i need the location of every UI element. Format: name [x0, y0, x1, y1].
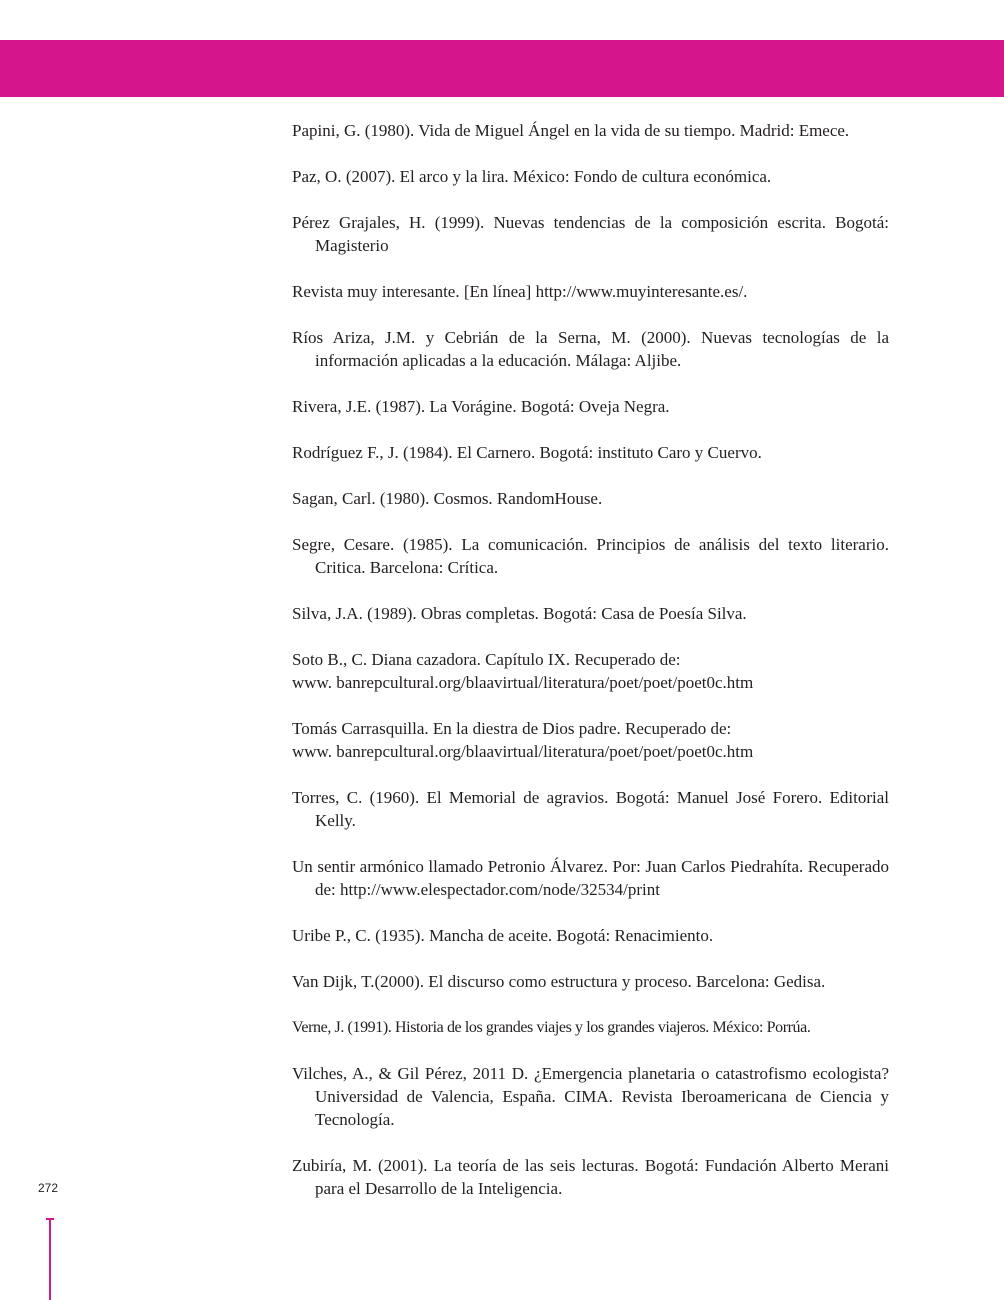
- reference-url: www. banrepcultural.org/blaavirtual/literatura/poet/poet/poet0c.htm: [292, 742, 754, 761]
- page-number: 272: [38, 1181, 59, 1195]
- reference-item: Segre, Cesare. (1985). La comunicación. Principios de análisis del texto literario. Critica. Barcelona: Crítica.: [292, 535, 889, 577]
- reference-item: Ríos Ariza, J.M. y Cebrián de la Serna, M. (2000). Nuevas tecnologías de la información aplicadas a la educación. Málaga: Aljibe.: [292, 328, 889, 370]
- reference-item: Verne, J. (1991). Historia de los grandes viajes y los grandes viajeros. México: Porrúa.: [292, 1019, 811, 1036]
- reference-item: Papini, G. (1980). Vida de Miguel Ángel en la vida de su tiempo. Madrid: Emece.: [292, 121, 850, 140]
- reference-url: www. banrepcultural.org/blaavirtual/literatura/poet/poet/poet0c.htm: [292, 673, 754, 692]
- reference-line: Tomás Carrasquilla. En la diestra de Dios padre. Recuperado de:: [292, 719, 732, 738]
- reference-item: Uribe P., C. (1935). Mancha de aceite. Bogotá: Renacimiento.: [292, 926, 714, 945]
- reference-item: Zubiría, M. (2001). La teoría de las seis lecturas. Bogotá: Fundación Alberto Merani para el Desarrollo de la Inteligencia.: [292, 1156, 889, 1198]
- reference-item: Revista muy interesante. [En línea] http://www.muyinteresante.es/.: [292, 282, 748, 301]
- page-rule: [49, 1218, 51, 1300]
- reference-line: Soto B., C. Diana cazadora. Capítulo IX. Recuperado de:: [292, 650, 681, 669]
- reference-item: [292, 648, 889, 694]
- reference-item: Pérez Grajales, H. (1999). Nuevas tendencias de la composición escrita. Bogotá: Magisterio: [292, 213, 889, 255]
- reference-item: Vilches, A., & Gil Pérez, 2011 D. ¿Emergencia planetaria o catastrofismo ecologista? Universidad de Valencia, España. CIMA. Revista Iberoamericana de Ciencia y Tecnología.: [292, 1064, 889, 1129]
- reference-item: Un sentir armónico llamado Petronio Álvarez. Por: Juan Carlos Piedrahíta. Recuperado de: http://www.elespectador.com/node/32534/print: [292, 857, 889, 899]
- reference-list: [292, 119, 889, 1223]
- reference-item: Paz, O. (2007). El arco y la lira. México: Fondo de cultura económica.: [292, 167, 772, 186]
- reference-item: Rivera, J.E. (1987). La Vorágine. Bogotá: Oveja Negra.: [292, 397, 670, 416]
- reference-item: Van Dijk, T.(2000). El discurso como estructura y proceso. Barcelona: Gedisa.: [292, 972, 826, 991]
- reference-item: Torres, C. (1960). El Memorial de agravios. Bogotá: Manuel José Forero. Editorial Kelly.: [292, 788, 889, 830]
- header-band: [0, 40, 1004, 97]
- reference-item: Silva, J.A. (1989). Obras completas. Bogotá: Casa de Poesía Silva.: [292, 604, 747, 623]
- reference-item: Sagan, Carl. (1980). Cosmos. RandomHouse.: [292, 489, 603, 508]
- reference-item: [292, 717, 889, 763]
- reference-item: Rodríguez F., J. (1984). El Carnero. Bogotá: instituto Caro y Cuervo.: [292, 443, 762, 462]
